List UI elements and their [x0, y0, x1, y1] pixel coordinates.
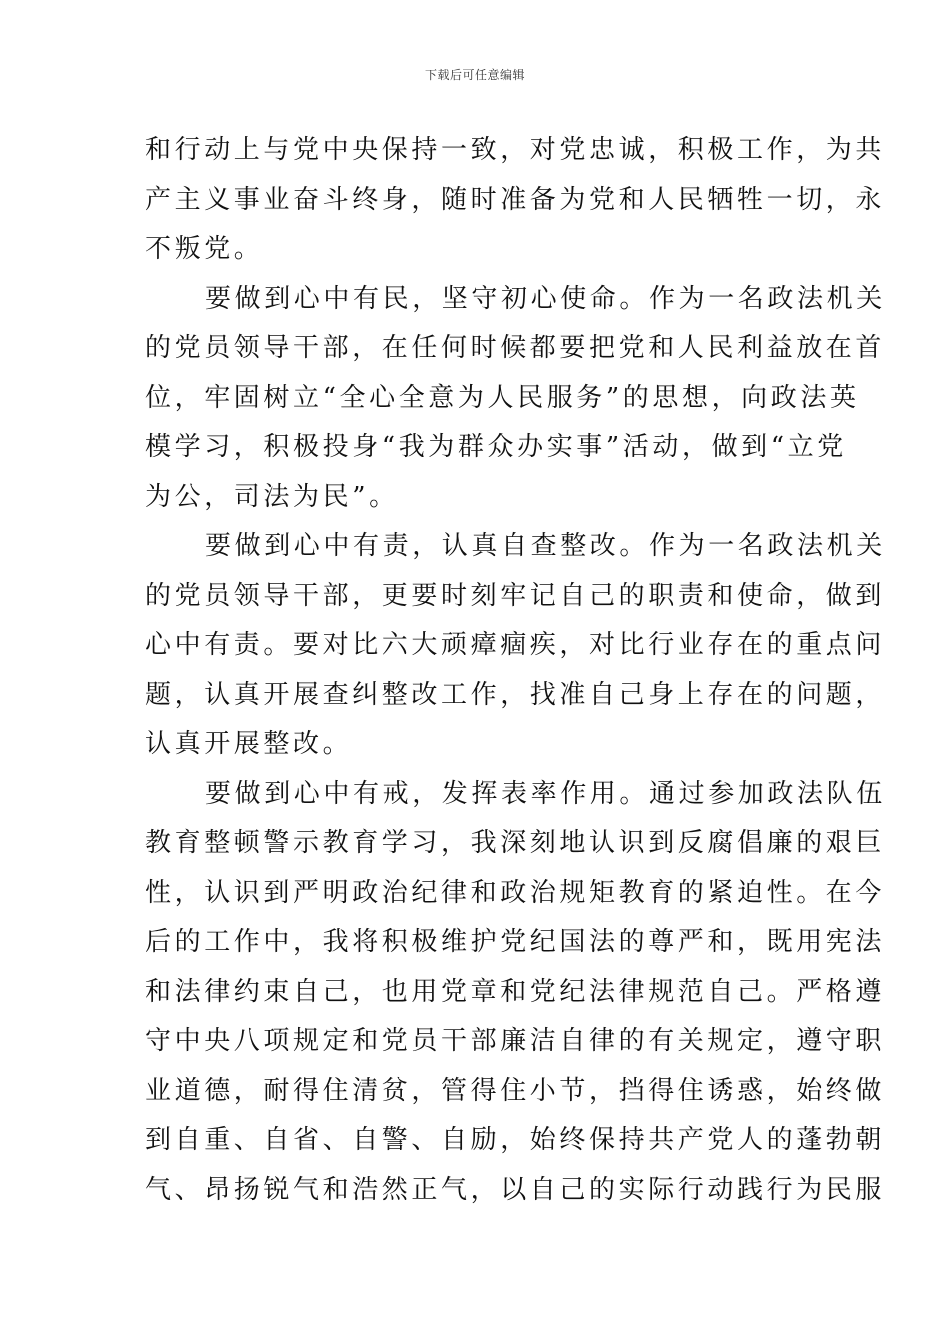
text-line: 为公，司法为民”。 — [145, 481, 399, 512]
paragraph-first-line: 要做到心中有戒，发挥表率作用。通过参加政法队伍 — [205, 778, 886, 809]
text-line: 认真开展整改。 — [145, 729, 353, 759]
text-line: 教育整顿警示教育学习，我深刻地认识到反腐倡廉的艰巨 — [145, 828, 886, 858]
text-line: 气、昂扬锐气和浩然正气，以自己的实际行动践行为民服 — [145, 1174, 886, 1205]
text-line: 产主义事业奋斗终身，随时准备为党和人民牺牲一切，永 — [145, 184, 886, 215]
text-line: 后的工作中，我将积极维护党纪国法的尊严和，既用宪法 — [145, 927, 886, 957]
paragraph-first-line: 要做到心中有责，认真自查整改。作为一名政法机关 — [205, 531, 886, 561]
paragraph-first-line: 要做到心中有民，坚守初心使命。作为一名政法机关 — [205, 283, 886, 314]
text-line: 不叛党。 — [145, 234, 264, 264]
text-line: 业道德，耐得住清贫，管得住小节，挡得住诱惑，始终做 — [145, 1075, 886, 1106]
text-line: 的党员领导干部，更要时刻牢记自己的职责和使命，做到 — [145, 580, 886, 611]
text-line: 和行动上与党中央保持一致，对党忠诚，积极工作，为共 — [145, 135, 886, 165]
text-line: 到自重、自省、自警、自励，始终保持共产党人的蓬勃朝 — [145, 1125, 886, 1155]
text-line: 心中有责。要对比六大顽瘴痼疾，对比行业存在的重点问 — [145, 630, 886, 660]
text-line: 和法律约束自己，也用党章和党纪法律规范自己。严格遵 — [145, 976, 886, 1007]
text-line: 的党员领导干部，在任何时候都要把党和人民利益放在首 — [145, 333, 886, 363]
page-header: 下载后可任意编辑 — [424, 68, 525, 82]
text-line: 性，认识到严明政治纪律和政治规矩教育的紧迫性。在今 — [145, 877, 886, 908]
text-line: 模学习，积极投身“我为群众办实事”活动，做到“立党 — [145, 432, 847, 462]
text-line: 位，牢固树立“全心全意为人民服务”的思想，向政法英 — [145, 382, 860, 413]
document-body — [145, 126, 886, 1215]
text-line: 题，认真开展查纠整改工作，找准自己身上存在的问题， — [145, 679, 886, 710]
text-line: 守中央八项规定和党员干部廉洁自律的有关规定，遵守职 — [145, 1026, 886, 1056]
